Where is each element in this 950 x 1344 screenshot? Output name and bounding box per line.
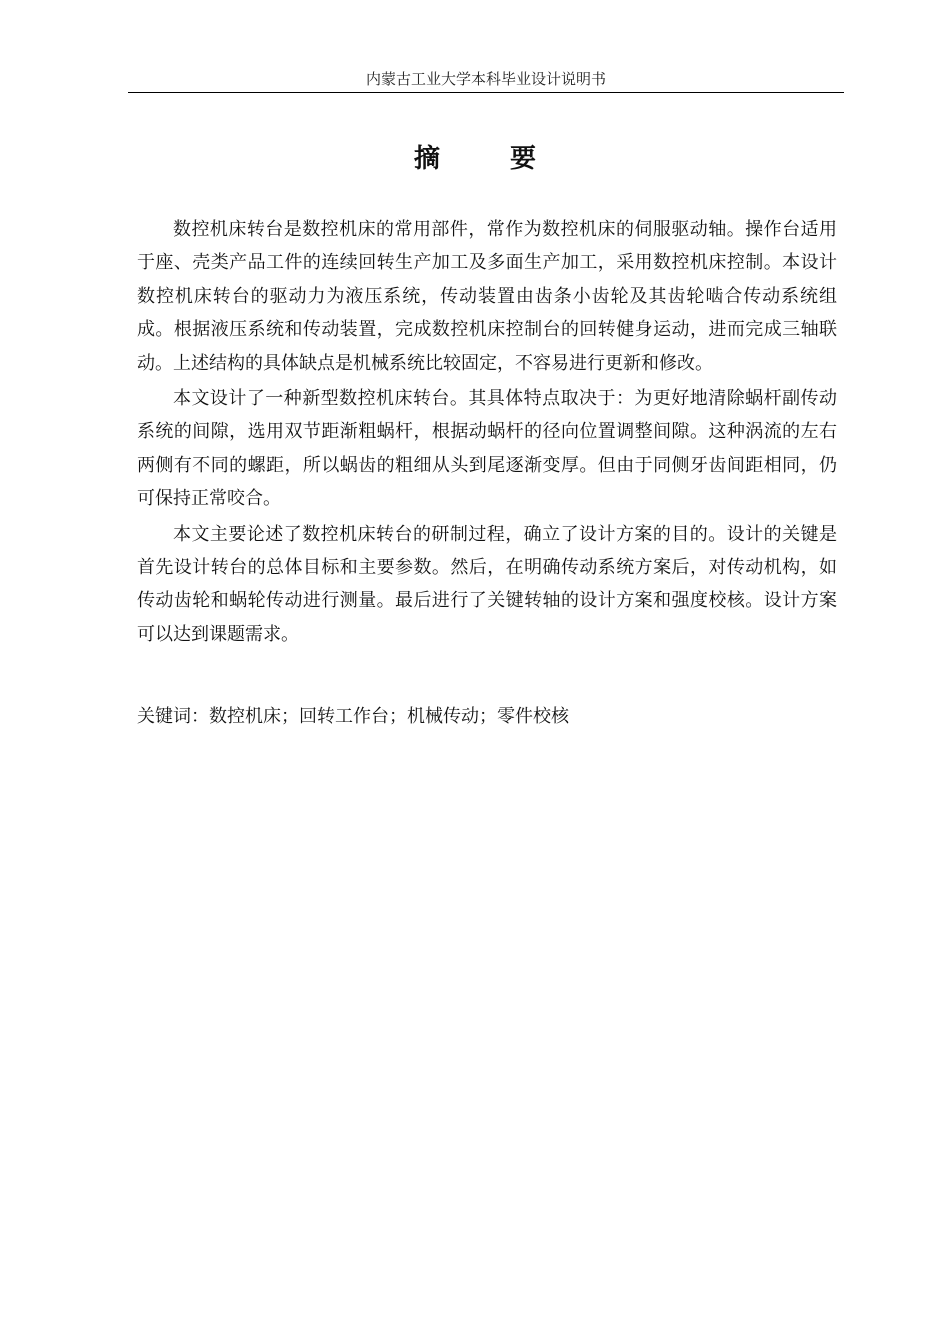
keywords: 关键词：数控机床；回转工作台；机械传动；零件校核 [137,706,569,727]
abstract-body [137,213,837,653]
abstract-paragraph-1: 数控机床转台是数控机床的常用部件，常作为数控机床的伺服驱动轴。操作台适用于座、壳类产品工件的连续回转生产加工及多面生产加工，采用数控机床控制。本设计数控机床转台的驱动力为液压系统，传动装置由齿条小齿轮及其齿轮啮合传动系统组成。根据液压系统和传动装置，完成数控机床控制台的回转健身运动，进而完成三轴联动。上述结构的具体缺点是机械系统比较固定，不容易进行更新和修改。 [137,219,837,374]
running-title: 内蒙古工业大学本科毕业设计说明书 [365,70,606,88]
abstract-paragraph-2: 本文设计了一种新型数控机床转台。其具体特点取决于：为更好地清除蜗杆副传动系统的间隙，选用双节距渐粗蜗杆，根据动蜗杆的径向位置调整间隙。这种涡流的左右两侧有不同的螺距，所以蜗齿的粗细从头到尾逐渐变厚。但由于同侧牙齿间距相同，仍可保持正常咬合。 [137,388,837,510]
page-header [128,68,844,93]
abstract-paragraph-3: 本文主要论述了数控机床转台的研制过程，确立了设计方案的目的。设计的关键是首先设计转台的总体目标和主要参数。然后，在明确传动系统方案后，对传动机构，如传动齿轮和蜗轮传动进行测量。最后进行了关键转轴的设计方案和强度校核。设计方案可以达到课题需求。 [137,523,837,645]
abstract-title: 摘 要 [413,144,558,174]
